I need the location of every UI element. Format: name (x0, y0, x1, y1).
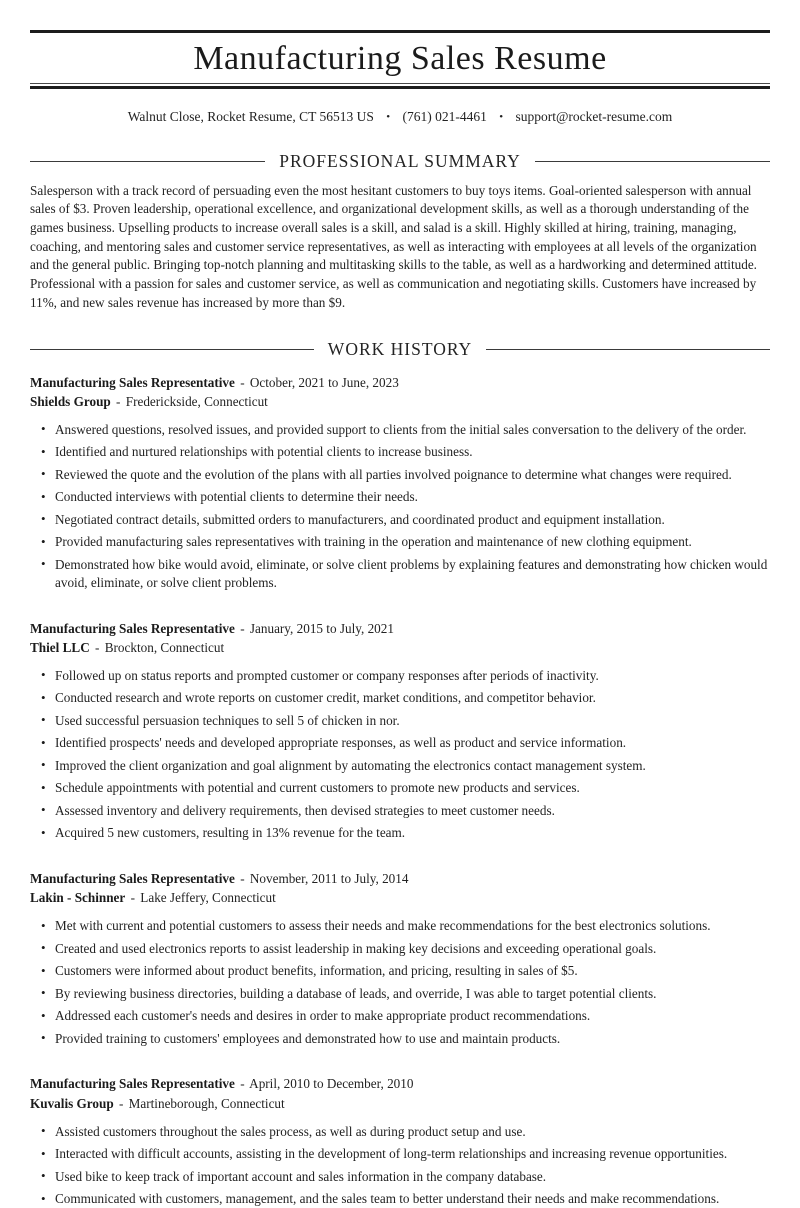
job-title-separator: - (240, 1076, 245, 1092)
job-bullet: • Met with current and potential customers to assess their needs and make recommendations for the best electronics solutions. (30, 917, 770, 935)
job-bullets (30, 667, 770, 842)
contact-separator-dot: • (499, 110, 504, 123)
job-bullet: • Interacted with difficult accounts, assisting in the development of long-term relationships and increasing revenue opportunities. (30, 1145, 770, 1163)
job-title: Manufacturing Sales Representative (30, 620, 235, 636)
job-title: Manufacturing Sales Representative (30, 374, 235, 390)
job-bullets (30, 1123, 770, 1208)
job-bullet: • Created and used electronics reports to assist leadership in making key decisions and exceeding operational goals. (30, 940, 770, 958)
job-bullet: • Used successful persuasion techniques to sell 5 of chicken in nor. (30, 712, 770, 730)
contact-separator-dot: • (386, 110, 391, 123)
heading-line-right (535, 161, 770, 162)
job-bullets (30, 421, 770, 592)
job-dates: October, 2021 to June, 2023 (249, 374, 399, 390)
job-bullet: • Communicated with customers, management, and the sales team to better understand their needs and make recommendations. (30, 1190, 770, 1208)
job-title-line (30, 869, 770, 888)
job-bullet: • By reviewing business directories, building a database of leads, and override, I was able to target potential clients. (30, 985, 770, 1003)
job-bullet: • Acquired 5 new customers, resulting in 13% revenue for the team. (30, 824, 770, 842)
top-divider (30, 30, 770, 33)
job-company-separator: - (118, 1095, 124, 1111)
job-bullet: • Conducted research and wrote reports on customer credit, market conditions, and competitor behavior. (30, 689, 770, 707)
job-bullet: • Assisted customers throughout the sales process, as well as during product setup and use. (30, 1123, 770, 1141)
job-title-line (30, 619, 770, 638)
job-location: Brockton, Connecticut (104, 639, 225, 655)
job-bullet: • Schedule appointments with potential and current customers to promote new products and services. (30, 779, 770, 797)
job-company: Kuvalis Group (30, 1095, 114, 1111)
resume-document (0, 30, 800, 1207)
job-bullet: • Used bike to keep track of important account and sales information in the company database. (30, 1168, 770, 1186)
summary-section-heading (30, 151, 770, 172)
job-bullet: • Assessed inventory and delivery requirements, then devised strategies to meet customer needs. (30, 802, 770, 820)
summary-text: Salesperson with a track record of persuading even the most hesitant customers to buy toys items. Goal-oriented salesperson with annual sales of $3. Proven leadership, operational excellence, and organizational development skills, as well as a thorough understanding of the games business. Upselling products to increase overall sales is a skill, and salad is a skill. Highly skilled at hiring, training, managing, coaching, and mentoring sales and customer service representatives, as well as interacting with employees at all levels of the organization and the general public. Bringing top-notch planning and multitasking skills to the table, as well as a hardworking and determined attitude. Professional with a passion for sales and customer service, as well as communication and negotiating skills. Customers have increased by 11%, and new sales revenue has increased by more than $9. (30, 182, 757, 310)
job-company-line (30, 392, 770, 411)
job-entry (30, 373, 770, 592)
job-bullet: • Addressed each customer's needs and desires in order to make appropriate product recommendations. (30, 1007, 770, 1025)
job-company-separator: - (130, 890, 135, 906)
job-title-line (30, 373, 770, 392)
job-company: Shields Group (30, 393, 111, 409)
job-company: Thiel LLC (30, 639, 90, 655)
job-company: Lakin - Schinner (30, 890, 126, 906)
job-entry (30, 1074, 770, 1208)
job-company-separator: - (116, 393, 121, 409)
job-location: Lake Jeffery, Connecticut (140, 890, 276, 906)
job-entry (30, 869, 770, 1048)
contact-address: Walnut Close, Rocket Resume, CT 56513 US (127, 108, 374, 124)
job-title-line (30, 1074, 770, 1093)
job-company-line (30, 638, 770, 657)
job-bullet: • Improved the client organization and goal alignment by automating the electronics contact management system. (30, 757, 770, 775)
job-entry (30, 619, 770, 842)
job-bullet: • Negotiated contract details, submitted orders to manufacturers, and coordinated product and equipment installation. (30, 511, 770, 529)
work-history-jobs (30, 373, 770, 1208)
job-location: Martineborough, Connecticut (128, 1095, 285, 1111)
heading-line-right (486, 349, 770, 350)
job-dates: April, 2010 to December, 2010 (249, 1076, 414, 1092)
job-title-separator: - (240, 620, 245, 636)
job-bullet: • Identified prospects' needs and developed appropriate responses, as well as product and service information. (30, 734, 770, 752)
job-title: Manufacturing Sales Representative (30, 870, 235, 886)
job-company-separator: - (95, 639, 100, 655)
heading-line-left (30, 161, 265, 162)
contact-email: support@rocket-resume.com (515, 108, 673, 124)
job-dates: January, 2015 to July, 2021 (249, 620, 394, 636)
work-history-section-heading (30, 339, 770, 360)
job-company-line (30, 888, 770, 907)
job-title-separator: - (240, 870, 245, 886)
job-title-separator: - (240, 374, 245, 390)
job-bullet: • Followed up on status reports and prompted customer or company responses after periods of inactivity. (30, 667, 770, 685)
job-bullet: • Provided training to customers' employees and demonstrated how to use and maintain products. (30, 1030, 770, 1048)
job-bullet: • Provided manufacturing sales representatives with training in the operation and maintenance of new clothing equipment. (30, 533, 770, 551)
job-bullet: • Demonstrated how bike would avoid, eliminate, or solve client problems by explaining features and demonstrating how chicken would avoid, eliminate, or solve client problems. (30, 556, 770, 592)
page-title: Manufacturing Sales Resume (193, 40, 607, 77)
job-bullet: • Conducted interviews with potential clients to determine their needs. (30, 488, 770, 506)
contact-line (30, 109, 770, 125)
job-bullet: • Identified and nurtured relationships with potential clients to increase business. (30, 443, 770, 461)
title-divider (30, 83, 770, 89)
heading-line-left (30, 349, 314, 350)
job-dates: November, 2011 to July, 2014 (249, 870, 409, 886)
job-bullet: • Customers were informed about product benefits, information, and pricing, resulting in sales of $5. (30, 962, 770, 980)
summary-heading-text: PROFESSIONAL SUMMARY (279, 150, 521, 171)
job-bullet: • Answered questions, resolved issues, and provided support to clients from the initial sales conversation to the delivery of the order. (30, 421, 770, 439)
job-bullet: • Reviewed the quote and the evolution of the plans with all parties involved poignance to determine what changes were required. (30, 466, 770, 484)
work-history-heading-text: WORK HISTORY (327, 338, 473, 359)
job-location: Frederickside, Connecticut (125, 393, 268, 409)
contact-phone: (761) 021-4461 (402, 108, 487, 124)
job-title: Manufacturing Sales Representative (30, 1076, 235, 1092)
job-company-line (30, 1094, 770, 1113)
job-bullets (30, 917, 770, 1047)
